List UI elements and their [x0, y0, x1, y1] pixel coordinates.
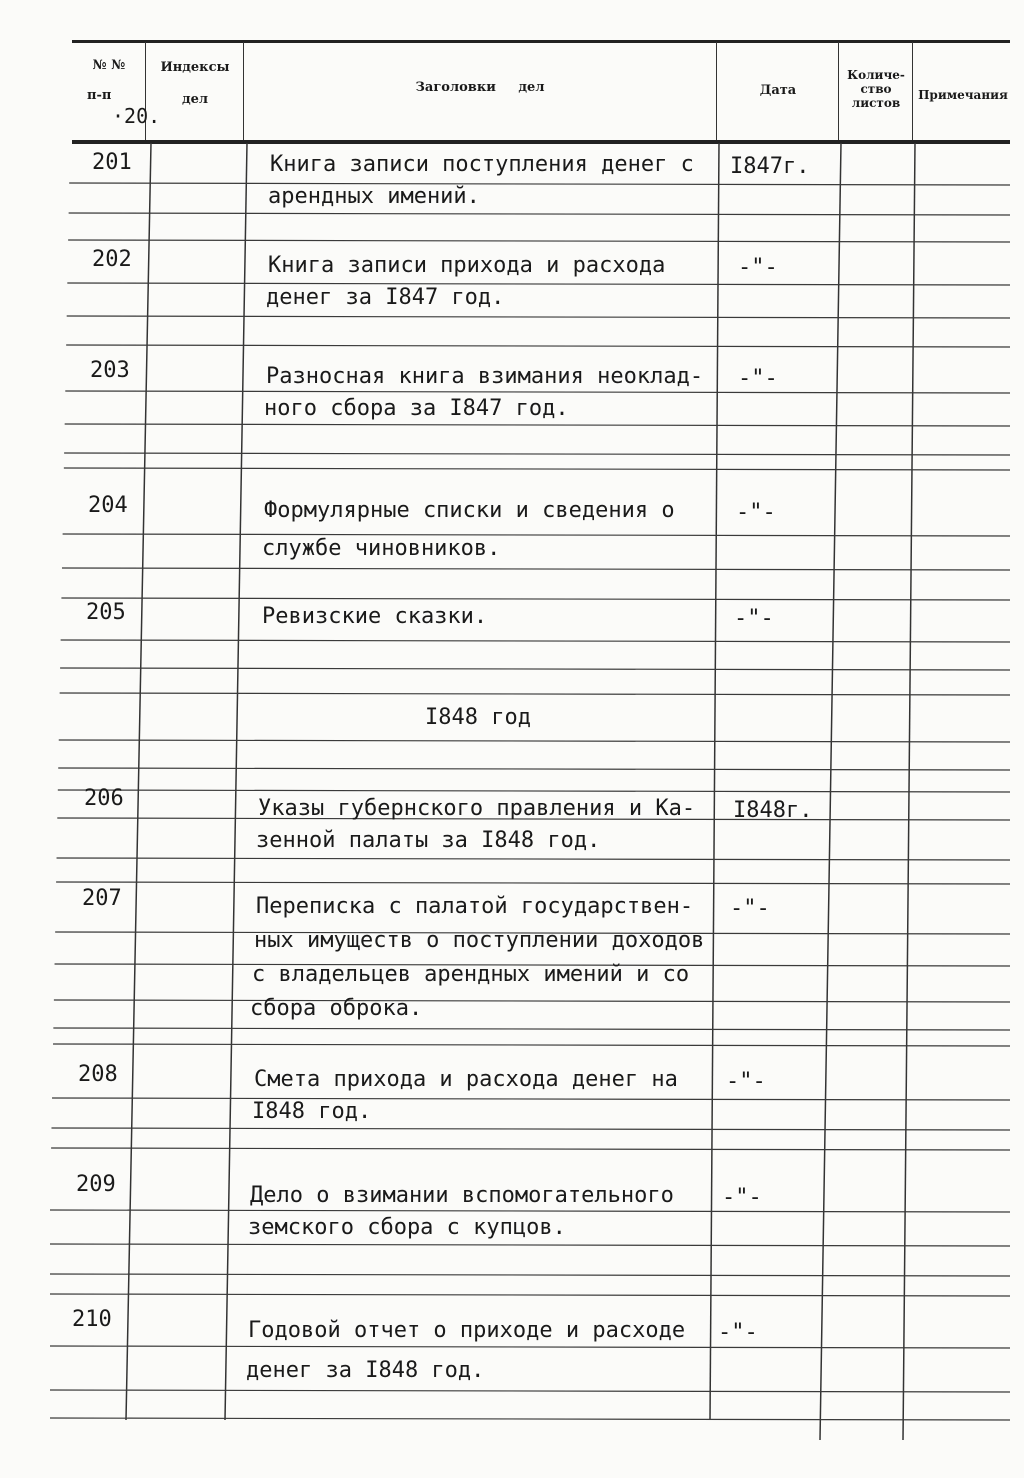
col-line-date	[710, 143, 719, 1420]
ruled-line	[57, 858, 1010, 860]
ruled-line	[64, 468, 1010, 470]
header-col-no-top: № №	[92, 58, 126, 73]
ruled-line	[56, 882, 1010, 884]
entry-title-line: Книга записи прихода и расхода	[268, 253, 666, 278]
ruled-line	[58, 790, 1010, 792]
entry-title-line: арендных имений.	[268, 184, 480, 209]
entry-date: -"-	[722, 1185, 762, 1210]
year-heading: I848 год	[425, 705, 531, 730]
entry-title-line: ного сбора за I847 год.	[264, 396, 569, 421]
ruled-line	[50, 1244, 1010, 1246]
entry-number: 210	[72, 1307, 112, 1332]
header-col-index-bottom: дел	[181, 92, 209, 107]
header-col-sheets-line3: листов	[851, 96, 901, 110]
entry-title-line: Формулярные списки и сведения о	[264, 498, 675, 523]
entry-title-line: земского сбора с купцов.	[248, 1215, 566, 1240]
entry-date: -"-	[718, 1320, 758, 1345]
ruled-line	[60, 693, 1010, 695]
entry-date: -"-	[738, 366, 778, 391]
ruled-line	[62, 568, 1010, 570]
entry-date: -"-	[734, 606, 774, 631]
entry-title-line: с владельцев арендных имений и со	[252, 962, 690, 987]
ruled-line	[68, 240, 1010, 242]
entry-number: 201	[92, 150, 132, 175]
ruled-line	[51, 1148, 1010, 1150]
col-line-title	[225, 143, 247, 1420]
ruled-line	[54, 1000, 1010, 1002]
page-marker: ·20.	[112, 104, 161, 128]
ruled-line	[69, 213, 1010, 215]
entry-title-line: сбора оброка.	[250, 996, 423, 1021]
ruled-line	[66, 345, 1010, 347]
entry-title-line: Указы губернского правления и Ка-	[258, 796, 696, 821]
entry-title-line: I848 год.	[252, 1099, 372, 1124]
ruled-line	[60, 668, 1010, 670]
entry-title-line: Дело о взимании вспомогательного	[250, 1183, 674, 1208]
entry-title-line: Годовой отчет о приходе и расходе	[248, 1318, 686, 1343]
ruled-line	[51, 1128, 1010, 1130]
entry-title-line: Книга записи поступления денег с	[270, 152, 694, 177]
entry-title-line: ных имуществ о поступлении доходов	[254, 928, 705, 953]
header-col-title: Заголовки дел	[415, 80, 545, 95]
ruled-line	[65, 391, 1010, 393]
ruled-line	[50, 1210, 1010, 1212]
entry-date: I848г.	[733, 798, 813, 823]
entry-title-line: Переписка с палатой государствен-	[256, 894, 694, 919]
header-col-sheets-line1: Количе-	[847, 68, 905, 82]
entry-number: 206	[84, 786, 124, 811]
entry-number: 202	[92, 247, 132, 272]
header-col-sheets-line2: ство	[860, 82, 892, 96]
entry-number: 209	[76, 1172, 116, 1197]
col-line-index	[126, 143, 151, 1420]
ruled-line	[67, 283, 1010, 285]
entry-title-line: денег за I848 год.	[246, 1358, 485, 1383]
entry-title-line: службе чиновников.	[262, 536, 501, 561]
header-col-date: Дата	[759, 83, 797, 98]
ruled-line	[50, 1346, 1010, 1348]
ruled-line	[61, 598, 1010, 600]
ruled-line	[67, 316, 1010, 318]
entry-title-line: зенной палаты за I848 год.	[256, 828, 601, 853]
ruled-line	[50, 1390, 1010, 1392]
ruled-line	[65, 424, 1010, 426]
entry-date: I847г.	[730, 154, 810, 179]
ruled-line	[53, 1044, 1010, 1046]
ruled-line	[69, 183, 1010, 185]
entry-number: 203	[90, 358, 130, 383]
entry-title-line: Ревизские сказки.	[262, 604, 488, 629]
ruled-line	[58, 768, 1010, 770]
header-col-no-bottom: п-п	[87, 88, 112, 103]
entry-title-line: Смета прихода и расхода денег на	[254, 1067, 678, 1092]
ruled-line	[50, 1274, 1010, 1276]
ruled-line	[53, 1028, 1010, 1030]
entry-title-line: денег за I847 год.	[266, 285, 505, 310]
entry-number: 204	[88, 493, 128, 518]
entry-date: -"-	[726, 1069, 766, 1094]
entry-number: 205	[86, 600, 126, 625]
header-col-index-top: Индексы	[160, 60, 230, 75]
entry-title-line: Разносная книга взимания неоклад-	[266, 364, 704, 389]
ruled-line	[50, 1418, 1010, 1420]
ruled-line	[63, 534, 1010, 536]
ruled-line	[50, 1294, 1010, 1296]
header-col-notes: Примечания	[918, 88, 1008, 102]
entry-number: 208	[78, 1062, 118, 1087]
entry-date: -"-	[736, 500, 776, 525]
ruled-line	[52, 1098, 1010, 1100]
ruled-line	[59, 740, 1010, 742]
ruled-line	[61, 640, 1010, 642]
entry-number: 207	[82, 886, 122, 911]
ruled-line	[64, 453, 1010, 455]
entry-date: -"-	[730, 896, 770, 921]
entry-date: -"-	[738, 255, 778, 280]
